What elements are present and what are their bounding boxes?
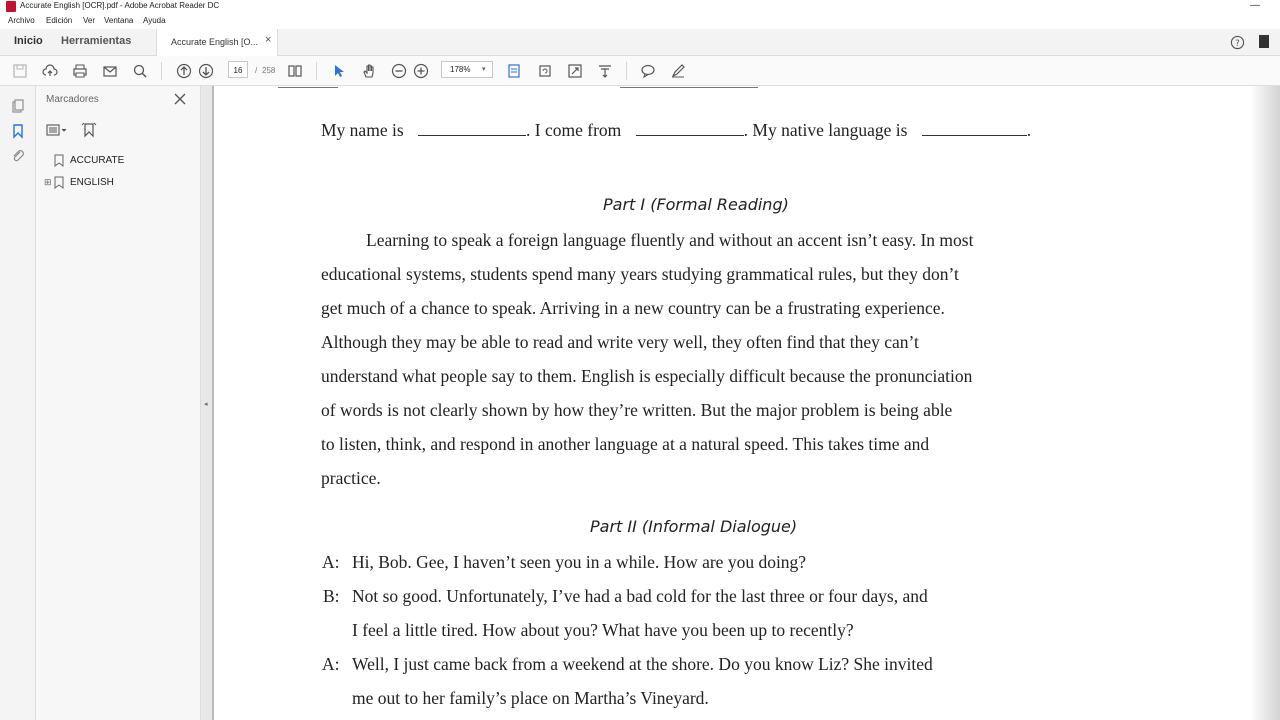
- bookmarks-icon[interactable]: [10, 123, 26, 139]
- paragraph-line: practice.: [321, 468, 381, 488]
- paragraph-line: understand what people say to them. English is especially difficult because the pronunciation: [321, 366, 973, 386]
- minimize-icon[interactable]: —: [1250, 0, 1260, 11]
- prev-page-fragment: [620, 87, 758, 88]
- paragraph-line: to listen, think, and respond in another language at a natural speed. This takes time and: [321, 434, 930, 454]
- toolbar-divider: [626, 62, 627, 80]
- menu-ventana[interactable]: Ventana: [104, 16, 134, 25]
- help-icon[interactable]: [1230, 35, 1245, 50]
- email-icon[interactable]: [101, 62, 119, 80]
- intro-text-from: . I come from: [526, 120, 622, 140]
- page-thumbnails-icon[interactable]: [10, 98, 26, 114]
- expand-icon[interactable]: ⊞: [44, 177, 52, 187]
- next-page-icon[interactable]: [197, 62, 215, 80]
- page-total: 258: [262, 66, 276, 75]
- paragraph-line: get much of a chance to speak. Arriving in a new country can be a frustrating experience.: [321, 298, 945, 318]
- page-edge-shadow: [1250, 86, 1280, 720]
- left-navigation-rail: [0, 86, 36, 720]
- zoom-value: 178%: [450, 65, 471, 74]
- dialogue-line: Hi, Bob. Gee, I haven’t seen you in a while. How are you doing?: [352, 552, 807, 572]
- cloud-upload-icon[interactable]: [41, 62, 59, 80]
- dialogue-speaker: A:: [322, 552, 340, 572]
- main-toolbar: [0, 56, 1280, 86]
- menu-archivo[interactable]: Archivo: [8, 16, 35, 25]
- bookmark-item-english[interactable]: [44, 175, 194, 191]
- menu-edicion[interactable]: Edición: [46, 16, 73, 25]
- acrobat-app-icon: [6, 1, 16, 12]
- collapse-left-icon: ◂: [204, 401, 208, 408]
- sign-icon[interactable]: [669, 62, 687, 80]
- tab-home[interactable]: Inicio: [14, 35, 43, 47]
- part2-heading: Part II (Informal Dialogue): [590, 517, 798, 536]
- language-blank: [922, 121, 1027, 136]
- tab-document-label: Accurate English [O...: [171, 37, 259, 47]
- toolbar-divider: [316, 62, 317, 80]
- print-icon[interactable]: [71, 62, 89, 80]
- bookmark-label: ACCURATE: [70, 155, 125, 166]
- svg-text:?: ?: [1235, 37, 1240, 48]
- fullscreen-icon[interactable]: [566, 62, 584, 80]
- prev-page-fragment: [278, 87, 338, 88]
- bookmarks-panel: [36, 86, 201, 720]
- dialogue-line: I feel a little tired. How about you? What have you been up to recently?: [352, 620, 854, 640]
- paragraph-line: of words is not clearly shown by how they’re written. But the major problem is being able: [321, 400, 953, 420]
- toolbar-divider: [161, 62, 162, 80]
- intro-text-language: . My native language is: [743, 120, 908, 140]
- window-titlebar: [0, 0, 1280, 14]
- page-layout-icon[interactable]: [286, 62, 304, 80]
- window-title: Accurate English [OCR].pdf - Adobe Acrobat Reader DC: [20, 1, 220, 10]
- zoom-out-icon[interactable]: [390, 62, 408, 80]
- country-blank: [636, 121, 744, 136]
- bookmark-icon: [54, 176, 64, 189]
- tab-bar: [0, 29, 1280, 56]
- fit-page-icon[interactable]: [505, 62, 523, 80]
- attachments-icon[interactable]: [10, 148, 26, 164]
- previous-page-icon[interactable]: [175, 62, 193, 80]
- zoom-in-icon[interactable]: [412, 62, 430, 80]
- part1-heading: Part I (Formal Reading): [603, 195, 789, 214]
- paragraph-line: Although they may be able to read and write very well, they often find that they can’t: [321, 332, 919, 352]
- zoom-dropdown[interactable]: [441, 61, 493, 78]
- scroll-mode-icon[interactable]: [596, 62, 614, 80]
- intro-text-end: .: [1026, 120, 1032, 140]
- bookmark-item-accurate[interactable]: [44, 153, 194, 169]
- bookmarks-panel-title: Marcadores: [46, 94, 99, 105]
- paragraph-line: Learning to speak a foreign language fluently and without an accent isn’t easy. In most: [366, 230, 974, 250]
- page-separator: /: [255, 66, 258, 75]
- bookmark-options-icon[interactable]: [46, 122, 68, 138]
- name-blank: [418, 121, 526, 136]
- search-icon[interactable]: [131, 62, 149, 80]
- rotate-icon[interactable]: [536, 62, 554, 80]
- add-bookmark-icon[interactable]: [80, 121, 98, 139]
- tab-tools[interactable]: Herramientas: [61, 35, 132, 47]
- page-number-input[interactable]: 16: [228, 61, 248, 78]
- dialogue-line: me out to her family’s place on Martha’s Vineyard.: [352, 688, 709, 708]
- bookmark-icon: [54, 154, 64, 167]
- close-icon[interactable]: [173, 92, 187, 106]
- menu-ver[interactable]: Ver: [83, 16, 96, 25]
- comment-icon[interactable]: [639, 62, 657, 80]
- document-viewport[interactable]: [212, 86, 1280, 720]
- tab-close-icon[interactable]: ×: [265, 34, 272, 46]
- menu-ayuda[interactable]: Ayuda: [143, 16, 166, 25]
- chevron-down-icon: ▾: [482, 66, 486, 73]
- save-icon[interactable]: [11, 62, 29, 80]
- intro-line: [321, 120, 1031, 141]
- paragraph-line: educational systems, students spend many years studying grammatical rules, but they don’t: [321, 264, 959, 284]
- intro-text-name: My name is: [321, 120, 404, 140]
- account-icon[interactable]: [1259, 35, 1269, 48]
- panel-collapse-handle[interactable]: [201, 86, 212, 720]
- dialogue-line: Not so good. Unfortunately, I’ve had a bad cold for the last three or four days, and: [352, 586, 928, 606]
- dialogue-speaker: B:: [323, 586, 340, 606]
- tab-document[interactable]: [156, 29, 278, 56]
- dialogue-line: Well, I just came back from a weekend at the shore. Do you know Liz? She invited: [352, 654, 933, 674]
- bookmark-label: ENGLISH: [70, 177, 114, 188]
- dialogue-speaker: A:: [322, 654, 340, 674]
- select-cursor-icon[interactable]: [330, 62, 348, 80]
- hand-tool-icon[interactable]: [360, 62, 378, 80]
- menubar: [0, 14, 1280, 29]
